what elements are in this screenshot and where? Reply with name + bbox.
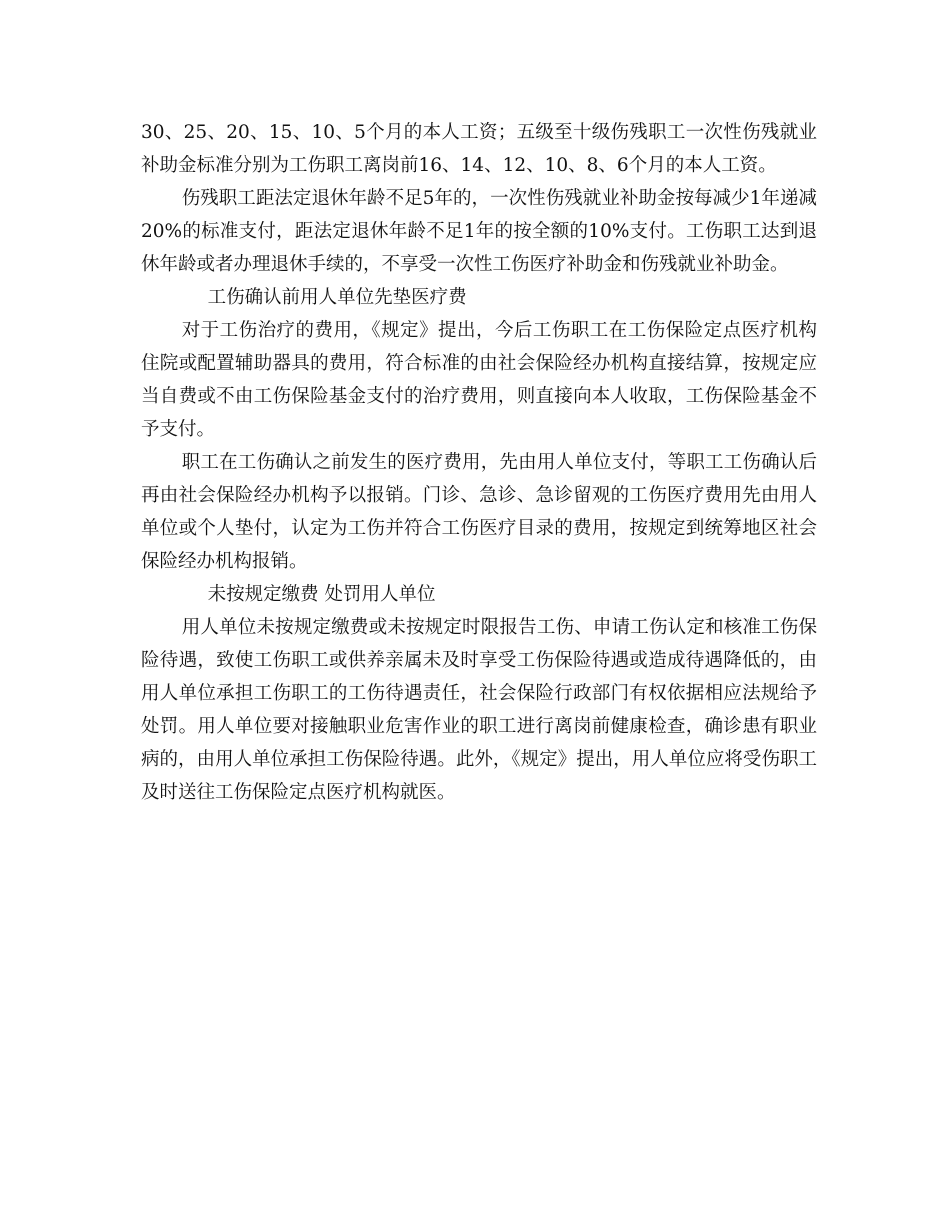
paragraph-treatment-costs: 对于工伤治疗的费用，《规定》提出，今后工伤职工在工伤保险定点医疗机构住院或配置辅助器具的费用，符合标准的由社会保险经办机构直接结算，按规定应当自费或不由工伤保险基金支付的治疗费用，则直接向本人收取，工伤保险基金不予支付。 <box>141 320 817 440</box>
paragraph-continuation: 30、25、20、15、10、5个月的本人工资；五级至十级伤残职工一次性伤残就业补助金标准分别为工伤职工离岗前16、14、12、10、8、6个月的本人工资。 <box>141 122 817 176</box>
section-heading-penalty: 未按规定缴费 处罚用人单位 <box>207 584 436 605</box>
paragraph-retirement-rule: 伤残职工距法定退休年龄不足5年的，一次性伤残就业补助金按每减少1年递减20%的标准支付，距法定退休年龄不足1年的按全额的10%支付。工伤职工达到退休年龄或者办理退休手续的，不享受一次性工伤医疗补助金和伤残就业补助金。 <box>141 188 817 275</box>
section-heading-medical-advance: 工伤确认前用人单位先垫医疗费 <box>207 287 467 308</box>
paragraph-employer-penalty: 用人单位未按规定缴费或未按规定时限报告工伤、申请工伤认定和核准工伤保险待遇，致使工伤职工或供养亲属未及时享受工伤保险待遇或造成待遇降低的，由用人单位承担工伤职工的工伤待遇责任，社会保险行政部门有权依据相应法规给予处罚。用人单位要对接触职业危害作业的职工进行离岗前健康检查，确诊患有职业病的，由用人单位承担工伤保险待遇。此外，《规定》提出，用人单位应将受伤职工及时送往工伤保险定点医疗机构就医。 <box>141 617 817 803</box>
document-body <box>141 116 817 809</box>
paragraph-pre-confirmation-costs: 职工在工伤确认之前发生的医疗费用，先由用人单位支付，等职工工伤确认后再由社会保险经办机构予以报销。门诊、急诊、急诊留观的工伤医疗费用先由用人单位或个人垫付，认定为工伤并符合工伤医疗目录的费用，按规定到统筹地区社会保险经办机构报销。 <box>141 452 817 572</box>
